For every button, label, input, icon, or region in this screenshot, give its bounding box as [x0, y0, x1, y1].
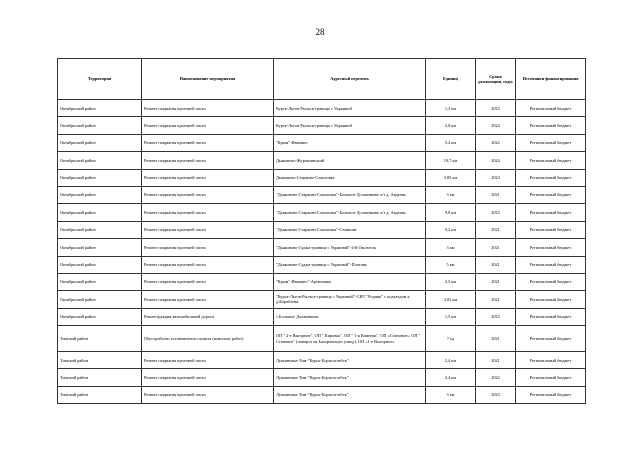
- cell-territory: Октябрьский район: [58, 117, 142, 134]
- table-row: [58, 273, 586, 290]
- cell-territory: Тимский район: [58, 352, 142, 369]
- cell-year: 2021: [476, 239, 516, 256]
- cell-units: 5 км: [426, 256, 476, 273]
- cell-units: 1,5 км: [426, 308, 476, 325]
- cell-territory: Октябрьский район: [58, 256, 142, 273]
- cell-year: 2023: [476, 308, 516, 325]
- table-row: [58, 117, 586, 134]
- table-row: [58, 352, 586, 369]
- cell-funding: Региональный бюджет: [516, 186, 586, 203]
- cell-territory: Октябрьский район: [58, 100, 142, 117]
- cell-territory: Октябрьский район: [58, 204, 142, 221]
- cell-measure: Реконструкция автомобильной дороги: [142, 308, 274, 325]
- cell-funding: Региональный бюджет: [516, 152, 586, 169]
- table-row: [58, 326, 586, 352]
- cell-year: 2023: [476, 386, 516, 403]
- cell-units: 5,4 км: [426, 134, 476, 151]
- page-number: 28: [315, 27, 325, 37]
- table-row: [58, 308, 586, 325]
- cell-measure: Ремонт покрытия проезжей части: [142, 100, 274, 117]
- cell-address: Лукьяновка-Тим-"Курск-Борисоглебск": [274, 352, 426, 369]
- cell-units: 3 км: [426, 239, 476, 256]
- table-row: [58, 100, 586, 117]
- cell-units: 3,85 км: [426, 169, 476, 186]
- table-row: [58, 291, 586, 308]
- table-row: [58, 134, 586, 151]
- table-row: [58, 239, 586, 256]
- cell-units: 3,03 км: [426, 291, 476, 308]
- cell-funding: Региональный бюджет: [516, 100, 586, 117]
- cell-address: "Дьяконово-Старково-Соколовка"-Большое Долженково ч/з д. Авдеева: [274, 204, 426, 221]
- header-units: Единиц: [426, 59, 476, 100]
- table-row: [58, 386, 586, 403]
- cell-measure: Ремонт покрытия проезжей части: [142, 239, 274, 256]
- table-row: [58, 221, 586, 238]
- cell-address: "Крым"-Иванино: [274, 134, 426, 151]
- cell-measure: Ремонт покрытия проезжей части: [142, 169, 274, 186]
- cell-funding: Региональный бюджет: [516, 369, 586, 386]
- cell-year: 2021: [476, 291, 516, 308]
- header-territory: Территория: [58, 59, 142, 100]
- cell-year: 2021: [476, 221, 516, 238]
- cell-units: 1,3 км: [426, 100, 476, 117]
- cell-address: "Дьяконово-Старково-Соколовка"-Стоянова: [274, 221, 426, 238]
- cell-funding: Региональный бюджет: [516, 134, 586, 151]
- cell-funding: Региональный бюджет: [516, 117, 586, 134]
- cell-address: с.Большое Долженково: [274, 308, 426, 325]
- cell-year: 2023: [476, 204, 516, 221]
- cell-year: 2023: [476, 100, 516, 117]
- cell-address: "Дьяконово-Старково-Соколовка"-Большое Долженково ч/з д. Авдеева: [274, 186, 426, 203]
- cell-funding: Региональный бюджет: [516, 256, 586, 273]
- table-header-row: [58, 59, 586, 100]
- cell-measure: Ремонт покрытия проезжей части: [142, 152, 274, 169]
- cell-address: "Курск-Льгов-Рыльск-граница с Украиной"-СНТ "Родник" с подъездом к д.Кораблова: [274, 291, 426, 308]
- cell-address: "Дьяконово-Суджа-граница с Украиной"-Плотава: [274, 256, 426, 273]
- cell-funding: Региональный бюджет: [516, 239, 586, 256]
- cell-funding: Региональный бюджет: [516, 352, 586, 369]
- cell-address: ОП " 2-е Выгорное", ОП " Кировка", ОП " 1-я Каменка", ОП «Становое», ОП " Становое" (поворот на Бахоровскую улицу), ОП «1-е Выгорное».: [274, 326, 426, 352]
- cell-territory: Октябрьский район: [58, 239, 142, 256]
- cell-year: 2024: [476, 152, 516, 169]
- cell-units: 7 ед: [426, 326, 476, 352]
- table-row: [58, 169, 586, 186]
- header-measure: Наименование мероприятия: [142, 59, 274, 100]
- cell-measure: Ремонт покрытия проезжей части: [142, 369, 274, 386]
- cell-year: 2021: [476, 273, 516, 290]
- table-row: [58, 186, 586, 203]
- cell-territory: Тимский район: [58, 386, 142, 403]
- cell-year: 2021: [476, 186, 516, 203]
- header-address: Адресный перечень: [274, 59, 426, 100]
- cell-units: 10,7 км: [426, 152, 476, 169]
- cell-address: Курск-Льгов-Рыльск-граница с Украиной: [274, 117, 426, 134]
- cell-units: 2,8 км: [426, 117, 476, 134]
- cell-measure: Ремонт покрытия проезжей части: [142, 186, 274, 203]
- cell-address: Дьяконово-Журавлинский: [274, 152, 426, 169]
- cell-address: Курск-Льгов-Рыльск-граница с Украиной: [274, 100, 426, 117]
- cell-units: 2,4 км: [426, 352, 476, 369]
- cell-territory: Октябрьский район: [58, 186, 142, 203]
- cell-measure: Обустройство остановочного пункта (комплекс работ): [142, 326, 274, 352]
- cell-funding: Региональный бюджет: [516, 326, 586, 352]
- table-row: [58, 256, 586, 273]
- cell-units: 2,5 км: [426, 273, 476, 290]
- table-row: [58, 204, 586, 221]
- table-row: [58, 152, 586, 169]
- cell-territory: Тимский район: [58, 326, 142, 352]
- cell-funding: Региональный бюджет: [516, 308, 586, 325]
- cell-units: 9,8 км: [426, 204, 476, 221]
- cell-territory: Октябрьский район: [58, 308, 142, 325]
- cell-year: 2021: [476, 352, 516, 369]
- cell-territory: Тимский район: [58, 369, 142, 386]
- cell-year: 2024: [476, 117, 516, 134]
- cell-funding: Региональный бюджет: [516, 221, 586, 238]
- header-terms: Сроки реализации, годы: [476, 59, 516, 100]
- cell-address: "Дьяконово-Суджа-граница с Украиной"-4-й Околоток: [274, 239, 426, 256]
- cell-units: 0,2 км: [426, 221, 476, 238]
- cell-measure: Ремонт покрытия проезжей части: [142, 117, 274, 134]
- cell-year: 2021: [476, 326, 516, 352]
- table-row: [58, 369, 586, 386]
- cell-measure: Ремонт покрытия проезжей части: [142, 291, 274, 308]
- cell-measure: Ремонт покрытия проезжей части: [142, 352, 274, 369]
- cell-year: 2024: [476, 169, 516, 186]
- cell-measure: Ремонт покрытия проезжей части: [142, 256, 274, 273]
- cell-measure: Ремонт покрытия проезжей части: [142, 273, 274, 290]
- cell-year: 2022: [476, 134, 516, 151]
- cell-measure: Ремонт покрытия проезжей части: [142, 204, 274, 221]
- cell-address: Лукьяновка-Тим-"Курск-Борисоглебск": [274, 369, 426, 386]
- works-table: [57, 58, 586, 404]
- cell-year: 2022: [476, 369, 516, 386]
- cell-measure: Ремонт покрытия проезжей части: [142, 386, 274, 403]
- cell-address: Дьяконово-Старково-Соколовка: [274, 169, 426, 186]
- cell-address: "Крым"-Иванино"-Артюховка: [274, 273, 426, 290]
- cell-territory: Октябрьский район: [58, 291, 142, 308]
- cell-measure: Ремонт покрытия проезжей части: [142, 221, 274, 238]
- cell-funding: Региональный бюджет: [516, 169, 586, 186]
- cell-measure: Ремонт покрытия проезжей части: [142, 134, 274, 151]
- cell-address: Лукьяновка-Тим-"Курск-Борисоглебск": [274, 386, 426, 403]
- cell-funding: Региональный бюджет: [516, 386, 586, 403]
- cell-units: 2,4 км: [426, 369, 476, 386]
- cell-funding: Региональный бюджет: [516, 291, 586, 308]
- cell-territory: Октябрьский район: [58, 134, 142, 151]
- cell-territory: Октябрьский район: [58, 273, 142, 290]
- cell-territory: Октябрьский район: [58, 169, 142, 186]
- header-funding: Источники финансирования: [516, 59, 586, 100]
- cell-funding: Региональный бюджет: [516, 273, 586, 290]
- cell-territory: Октябрьский район: [58, 152, 142, 169]
- cell-units: 3 км: [426, 386, 476, 403]
- cell-year: 2021: [476, 256, 516, 273]
- cell-funding: Региональный бюджет: [516, 204, 586, 221]
- cell-units: 3 км: [426, 186, 476, 203]
- cell-territory: Октябрьский район: [58, 221, 142, 238]
